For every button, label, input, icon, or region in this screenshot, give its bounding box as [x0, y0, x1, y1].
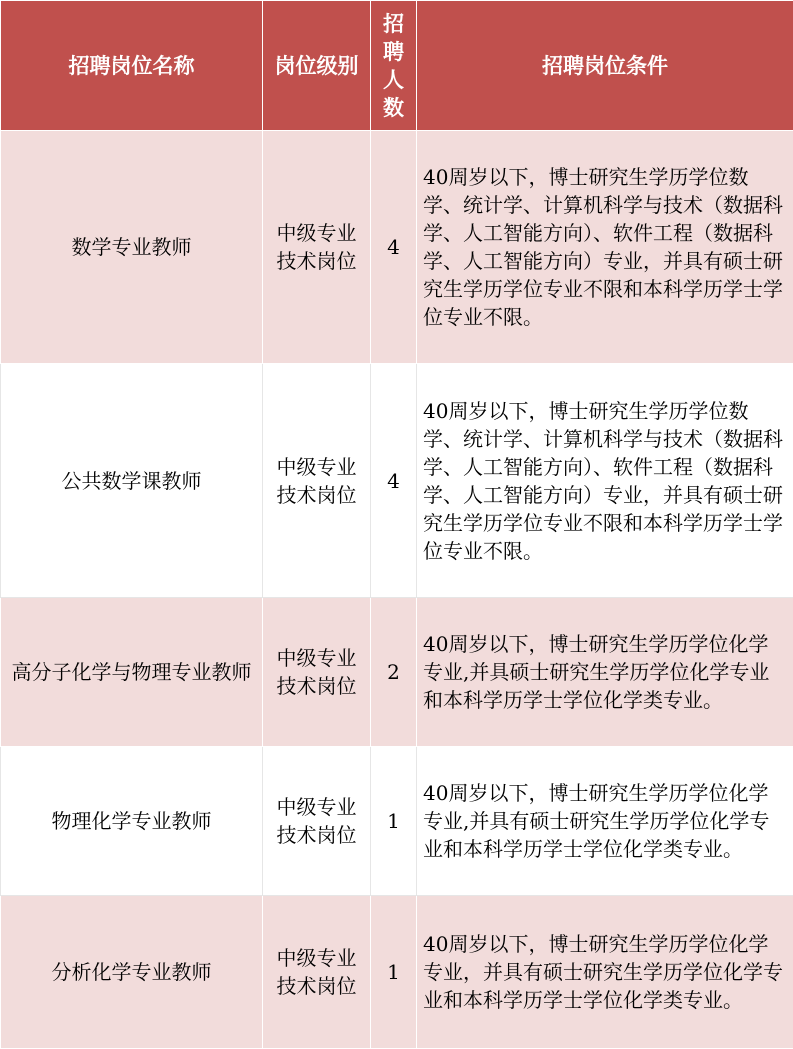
position-level: 中级专业技术岗位 — [263, 747, 371, 896]
position-level: 中级专业技术岗位 — [263, 598, 371, 747]
headcount: 2 — [371, 598, 417, 747]
header-position-name: 招聘岗位名称 — [1, 1, 263, 131]
position-level: 中级专业技术岗位 — [263, 131, 371, 364]
headcount: 1 — [371, 747, 417, 896]
header-conditions: 招聘岗位条件 — [417, 1, 793, 131]
position-level: 中级专业技术岗位 — [263, 364, 371, 598]
table-row — [1, 747, 793, 896]
headcount: 4 — [371, 131, 417, 364]
position-conditions: 40周岁以下，博士研究生学历学位化学专业,并具硕士研究生学历学位化学专业和本科学历学士学位化学类专业。 — [417, 598, 793, 747]
position-conditions: 40周岁以下，博士研究生学历学位数学、统计学、计算机科学与技术（数据科学、人工智能方向）、软件工程（数据科学、人工智能方向）专业，并具有硕士研究生学历学位专业不限和本科学历学士学位专业不限。 — [417, 131, 793, 364]
position-conditions: 40周岁以下，博士研究生学历学位化学专业，并具有硕士研究生学历学位化学专业和本科学历学士学位化学类专业。 — [417, 896, 793, 1049]
header-headcount-label: 招聘人数 — [382, 10, 406, 122]
table-row — [1, 896, 793, 1049]
table-row — [1, 131, 793, 364]
position-name: 物理化学专业教师 — [1, 747, 263, 896]
position-name: 数学专业教师 — [1, 131, 263, 364]
position-conditions: 40周岁以下，博士研究生学历学位数学、统计学、计算机科学与技术（数据科学、人工智能方向）、软件工程（数据科学、人工智能方向）专业，并具有硕士研究生学历学位专业不限和本科学历学士学位专业不限。 — [417, 364, 793, 598]
position-name: 公共数学课教师 — [1, 364, 263, 598]
position-name: 分析化学专业教师 — [1, 896, 263, 1049]
position-name: 高分子化学与物理专业教师 — [1, 598, 263, 747]
headcount: 1 — [371, 896, 417, 1049]
header-headcount — [371, 1, 417, 131]
header-position-level: 岗位级别 — [263, 1, 371, 131]
position-conditions: 40周岁以下，博士研究生学历学位化学专业,并具有硕士研究生学历学位化学专业和本科学历学士学位化学类专业。 — [417, 747, 793, 896]
headcount: 4 — [371, 364, 417, 598]
table-row — [1, 598, 793, 747]
table-header-row — [1, 1, 793, 131]
position-level: 中级专业技术岗位 — [263, 896, 371, 1049]
table-row — [1, 364, 793, 598]
